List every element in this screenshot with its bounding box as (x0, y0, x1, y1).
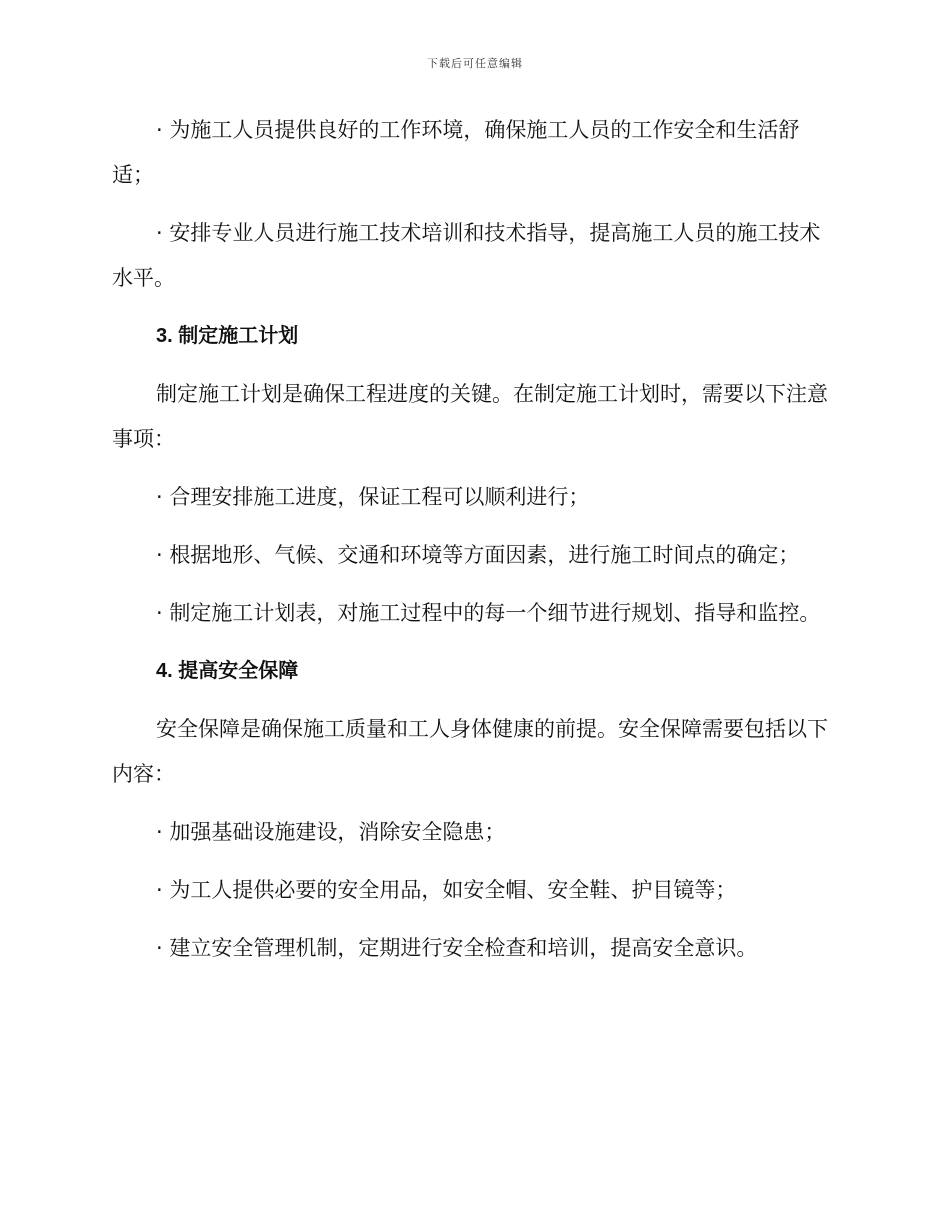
section-heading-safety: 4. 提高安全保障 (156, 660, 299, 682)
bullet-technical-training: · 安排专业人员进行施工技术培训和技术指导，提高施工人员的施工技术水平。 (112, 221, 821, 290)
bullet-schedule-progress: · 合理安排施工进度，保证工程可以顺利进行； (156, 485, 590, 509)
bullet-plan-table: · 制定施工计划表，对施工过程中的每一个细节进行规划、指导和监控。 (156, 601, 821, 625)
paragraph-construction-plan-intro: 制定施工计划是确保工程进度的关键。在制定施工计划时，需要以下注意事项： (112, 382, 828, 451)
section-heading-construction-plan: 3. 制定施工计划 (156, 325, 299, 347)
document-body (112, 108, 834, 984)
paragraph-safety-intro: 安全保障是确保施工质量和工人身体健康的前提。安全保障需要包括以下内容： (112, 717, 828, 786)
bullet-infrastructure: · 加强基础设施建设，消除安全隐患； (156, 820, 506, 844)
bullet-time-determination: · 根据地形、气候、交通和环境等方面因素，进行施工时间点的确定； (156, 543, 800, 567)
bullet-safety-management: · 建立安全管理机制，定期进行安全检查和培训，提高安全意识。 (156, 936, 758, 960)
page-header-note: 下载后可任意编辑 (427, 57, 523, 70)
bullet-work-environment: · 为施工人员提供良好的工作环境，确保施工人员的工作安全和生活舒适； (112, 118, 800, 187)
bullet-safety-equipment: · 为工人提供必要的安全用品，如安全帽、安全鞋、护目镜等； (156, 878, 737, 902)
